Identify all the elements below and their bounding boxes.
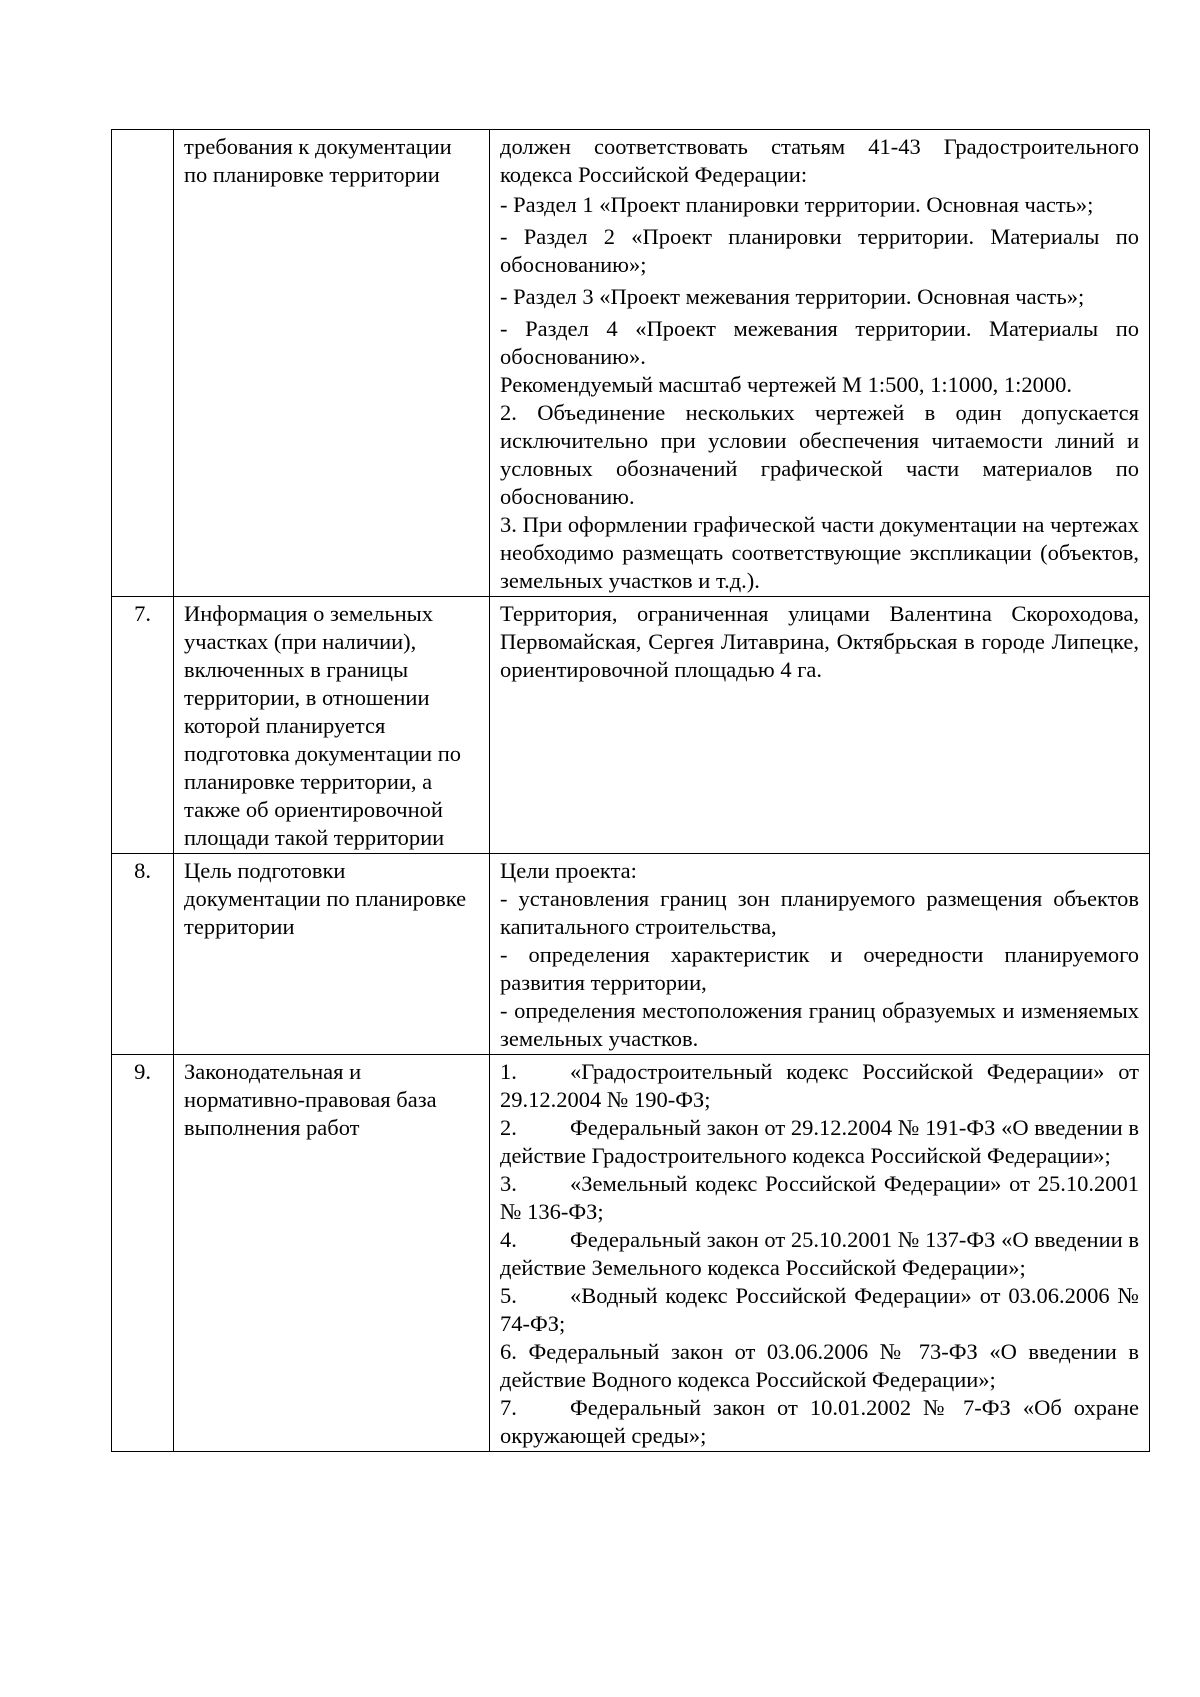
- paragraph: 2. Объединение нескольких чертежей в один допускается исключительно при условии обеспечения читаемости линий и условных обозначений графической части материалов по обоснованию.: [500, 400, 1139, 509]
- list-item: [500, 1170, 1139, 1226]
- list-item-text: Федеральный закон от 10.01.2002 № 7-ФЗ «Об охране окружающей среды»;: [500, 1395, 1139, 1448]
- paragraph: - Раздел 4 «Проект межевания территории. Материалы по обоснованию».: [500, 316, 1139, 369]
- list-item: [500, 1226, 1139, 1282]
- row-content: [490, 130, 1150, 597]
- paragraph: - Раздел 2 «Проект планировки территории. Материалы по обоснованию»;: [500, 224, 1139, 277]
- row-number: 8.: [112, 854, 174, 1055]
- paragraph: Территория, ограниченная улицами Валентина Скороходова, Первомайская, Сергея Литаврина, Октябрьская в городе Липецке, ориентировочной площадью 4 га.: [500, 601, 1139, 682]
- list-item-text: «Земельный кодекс Российской Федерации» от 25.10.2001 № 136-ФЗ;: [500, 1171, 1139, 1224]
- row-number: 9.: [112, 1055, 174, 1452]
- list-item-number: 3.: [500, 1171, 517, 1196]
- paragraph: должен соответствовать статьям 41-43 Градостроительного кодекса Российской Федерации:: [500, 134, 1139, 187]
- list-item-text: «Градостроительный кодекс Российской Федерации» от 29.12.2004 № 190-ФЗ;: [500, 1059, 1139, 1112]
- paragraph: - Раздел 1 «Проект планировки территории. Основная часть»;: [500, 192, 1094, 217]
- list-item-number: 1.: [500, 1059, 517, 1084]
- paragraph: - Раздел 3 «Проект межевания территории. Основная часть»;: [500, 284, 1085, 309]
- list-item: [500, 1394, 1139, 1450]
- list-item-number: 7.: [500, 1395, 517, 1420]
- row-content: [490, 1055, 1150, 1452]
- table-row: [112, 854, 1150, 1055]
- list-item: [500, 1282, 1139, 1338]
- table-row: [112, 597, 1150, 854]
- table-row: [112, 130, 1150, 597]
- row-title: Цель подготовки документации по планировке территории: [174, 854, 490, 1055]
- list-item: [500, 1058, 1139, 1114]
- row-title: Законодательная и нормативно-правовая база выполнения работ: [174, 1055, 490, 1452]
- table-row: [112, 1055, 1150, 1452]
- list-item-number: 4.: [500, 1227, 517, 1252]
- list-item-text: Федеральный закон от 25.10.2001 № 137-ФЗ «О введении в действие Земельного кодекса Российской Федерации»;: [500, 1227, 1139, 1280]
- row-title: требования к документации по планировке территории: [174, 130, 490, 597]
- paragraph: 3. При оформлении графической части документации на чертежах необходимо размещать соответствующие экспликации (объектов, земельных участков и т.д.).: [500, 512, 1139, 593]
- row-number: [112, 130, 174, 597]
- list-item-number: 5.: [500, 1283, 517, 1308]
- row-content: [490, 597, 1150, 854]
- paragraph: Цели проекта:: [500, 858, 637, 883]
- list-item-text: 6. Федеральный закон от 03.06.2006 № 73-ФЗ «О введении в действие Водного кодекса Российской Федерации»;: [500, 1339, 1139, 1392]
- requirements-table: [111, 129, 1150, 1452]
- list-item: [500, 1338, 1139, 1394]
- row-number: 7.: [112, 597, 174, 854]
- list-item: [500, 1114, 1139, 1170]
- list-item-number: 2.: [500, 1115, 517, 1140]
- row-title: Информация о земельных участках (при наличии), включенных в границы территории, в отношении которой планируется подготовка документации по планировке территории, а также об ориентировочной площади такой территории: [174, 597, 490, 854]
- paragraph: - установления границ зон планируемого размещения объектов капитального строительства,: [500, 886, 1139, 939]
- paragraph: - определения характеристик и очередности планируемого развития территории,: [500, 942, 1139, 995]
- list-item-text: «Водный кодекс Российской Федерации» от 03.06.2006 № 74-ФЗ;: [500, 1283, 1139, 1336]
- paragraph: - определения местоположения границ образуемых и изменяемых земельных участков.: [500, 998, 1139, 1051]
- row-content: [490, 854, 1150, 1055]
- paragraph: Рекомендуемый масштаб чертежей М 1:500, 1:1000, 1:2000.: [500, 372, 1073, 397]
- list-item-text: Федеральный закон от 29.12.2004 № 191-ФЗ «О введении в действие Градостроительного кодекса Российской Федерации»;: [500, 1115, 1139, 1168]
